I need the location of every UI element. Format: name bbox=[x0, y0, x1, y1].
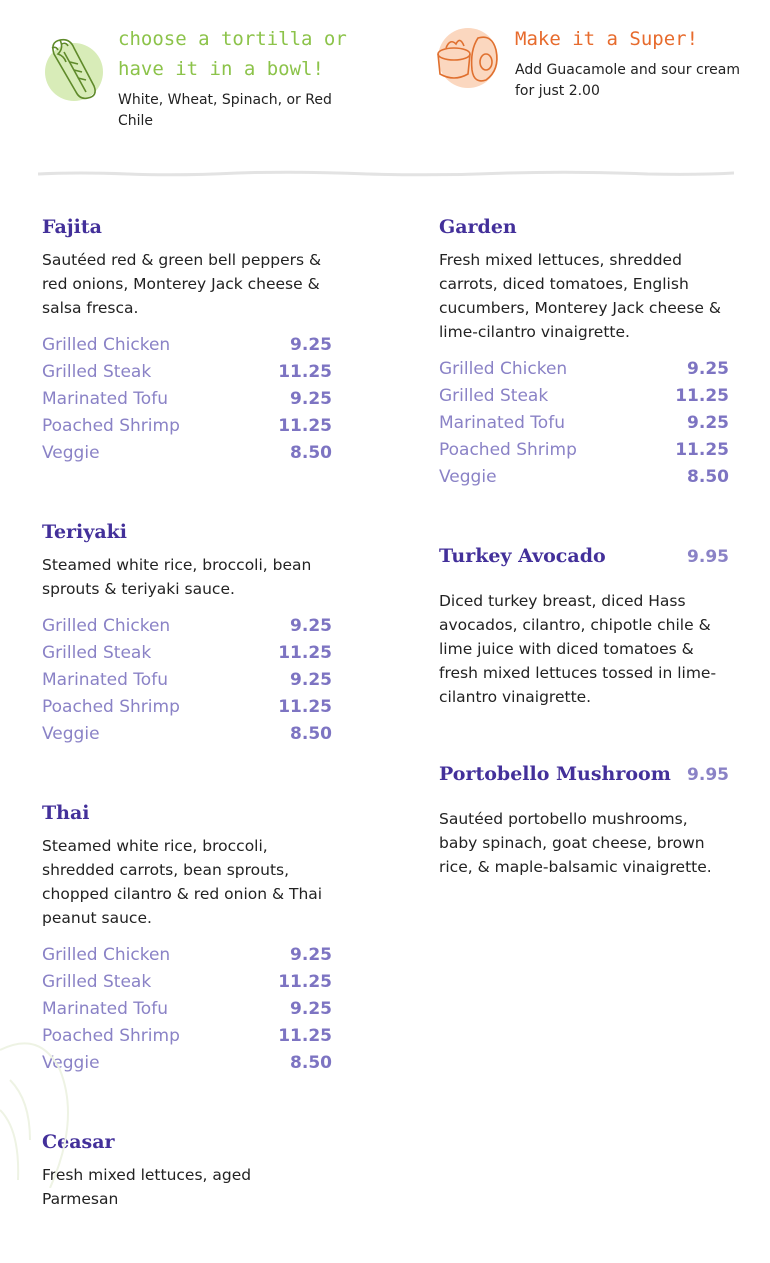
menu-option bbox=[439, 383, 729, 410]
menu-section-fajita bbox=[42, 214, 332, 467]
option-price: 9.25 bbox=[687, 413, 729, 433]
option-name: Poached Shrimp bbox=[42, 416, 180, 436]
option-name: Grilled Steak bbox=[42, 362, 152, 382]
option-name: Marinated Tofu bbox=[42, 670, 168, 690]
option-price: 11.25 bbox=[675, 386, 729, 406]
menu-option bbox=[42, 613, 332, 640]
section-description: Steamed white rice, broccoli, shredded carrots, bean sprouts, chopped cilantro & red onion & Thai peanut sauce. bbox=[42, 837, 323, 927]
option-name: Veggie bbox=[42, 443, 100, 463]
menu-section-teriyaki bbox=[42, 519, 332, 748]
section-title: Ceasar bbox=[42, 1131, 115, 1153]
option-price: 11.25 bbox=[278, 643, 332, 663]
option-price: 9.25 bbox=[290, 999, 332, 1019]
menu-option bbox=[42, 359, 332, 386]
section-title: Teriyaki bbox=[42, 521, 128, 543]
option-price: 9.25 bbox=[290, 945, 332, 965]
option-price: 8.50 bbox=[687, 467, 729, 487]
option-price: 11.25 bbox=[278, 697, 332, 717]
leaf-decoration-icon bbox=[0, 1010, 120, 1188]
option-name: Poached Shrimp bbox=[42, 1026, 180, 1046]
super-description: Add Guacamole and sour cream for just 2.00 bbox=[515, 62, 740, 99]
menu-option bbox=[42, 694, 332, 721]
menu-option bbox=[42, 667, 332, 694]
section-title: Portobello Mushroom bbox=[439, 763, 671, 785]
super-heading: Make it a Super! bbox=[515, 28, 699, 50]
menu-option bbox=[439, 410, 729, 437]
option-name: Grilled Chicken bbox=[42, 945, 171, 965]
section-description: Steamed white rice, broccoli, bean sprouts & teriyaki sauce. bbox=[42, 556, 312, 598]
option-name: Grilled Steak bbox=[439, 386, 549, 406]
burrito-wrap-icon bbox=[40, 34, 104, 102]
option-price: 9.25 bbox=[290, 389, 332, 409]
option-price: 11.25 bbox=[278, 416, 332, 436]
option-list bbox=[439, 356, 729, 491]
menu-option bbox=[42, 413, 332, 440]
option-name: Veggie bbox=[42, 1053, 100, 1073]
menu-option bbox=[42, 332, 332, 359]
super-info bbox=[515, 24, 745, 102]
menu-option bbox=[42, 721, 332, 748]
menu-section-garden bbox=[439, 214, 729, 491]
option-price: 11.25 bbox=[675, 440, 729, 460]
section-description: Fresh mixed lettuces, aged Parmesan bbox=[42, 1166, 252, 1208]
menu-option bbox=[439, 356, 729, 383]
option-name: Poached Shrimp bbox=[439, 440, 577, 460]
menu-option bbox=[42, 640, 332, 667]
section-title: Thai bbox=[42, 802, 90, 824]
menu-section-portobello-mushroom bbox=[439, 761, 729, 879]
right-menu-column bbox=[439, 214, 729, 931]
option-price: 11.25 bbox=[278, 972, 332, 992]
section-description: Diced turkey breast, diced Hass avocados, cilantro, chipotle chile & lime juice with diced tomatoes & fresh mixed lettuces tossed in lime-cilantro vinaigrette. bbox=[439, 592, 717, 706]
section-title: Turkey Avocado bbox=[439, 545, 606, 567]
option-name: Poached Shrimp bbox=[42, 697, 180, 717]
section-description: Sautéed red & green bell peppers & red onions, Monterey Jack cheese & salsa fresca. bbox=[42, 251, 322, 317]
option-name: Grilled Steak bbox=[42, 972, 152, 992]
menu-option bbox=[42, 386, 332, 413]
option-name: Grilled Chicken bbox=[42, 335, 171, 355]
option-price: 8.50 bbox=[290, 1053, 332, 1073]
section-title: Garden bbox=[439, 216, 517, 238]
item-price: 9.95 bbox=[687, 547, 729, 567]
menu-option bbox=[42, 942, 332, 969]
menu-option bbox=[42, 969, 332, 996]
option-price: 11.25 bbox=[278, 362, 332, 382]
option-price: 11.25 bbox=[278, 1026, 332, 1046]
option-price: 8.50 bbox=[290, 724, 332, 744]
title-row bbox=[439, 543, 729, 569]
option-name: Grilled Steak bbox=[42, 643, 152, 663]
option-name: Grilled Chicken bbox=[42, 616, 171, 636]
tortilla-description: White, Wheat, Spinach, or Red Chile bbox=[118, 92, 332, 129]
option-price: 9.25 bbox=[290, 616, 332, 636]
tortilla-info bbox=[118, 24, 358, 132]
section-divider bbox=[38, 164, 734, 182]
option-list bbox=[42, 332, 332, 467]
section-description: Sautéed portobello mushrooms, baby spinach, goat cheese, brown rice, & maple-balsamic vinaigrette. bbox=[439, 810, 712, 876]
tortilla-heading-line1: choose a tortilla or bbox=[118, 28, 347, 50]
tortilla-heading-line2: have it in a bowl! bbox=[118, 58, 324, 80]
title-row bbox=[439, 761, 729, 787]
menu-section-turkey-avocado bbox=[439, 543, 729, 709]
option-price: 8.50 bbox=[290, 443, 332, 463]
option-price: 9.25 bbox=[290, 335, 332, 355]
section-description: Fresh mixed lettuces, shredded carrots, diced tomatoes, English cucumbers, Monterey Jack cheese & lime-cilantro vinaigrette. bbox=[439, 251, 721, 341]
option-price: 9.25 bbox=[290, 670, 332, 690]
option-name: Veggie bbox=[439, 467, 497, 487]
option-list bbox=[42, 613, 332, 748]
option-name: Marinated Tofu bbox=[42, 389, 168, 409]
menu-option bbox=[439, 464, 729, 491]
guacamole-sour-cream-icon bbox=[432, 26, 508, 88]
menu-option bbox=[439, 437, 729, 464]
item-price: 9.95 bbox=[687, 765, 729, 785]
option-name: Veggie bbox=[42, 724, 100, 744]
menu-option bbox=[42, 440, 332, 467]
section-title: Fajita bbox=[42, 216, 102, 238]
option-name: Marinated Tofu bbox=[42, 999, 168, 1019]
option-name: Grilled Chicken bbox=[439, 359, 568, 379]
option-name: Marinated Tofu bbox=[439, 413, 565, 433]
option-price: 9.25 bbox=[687, 359, 729, 379]
